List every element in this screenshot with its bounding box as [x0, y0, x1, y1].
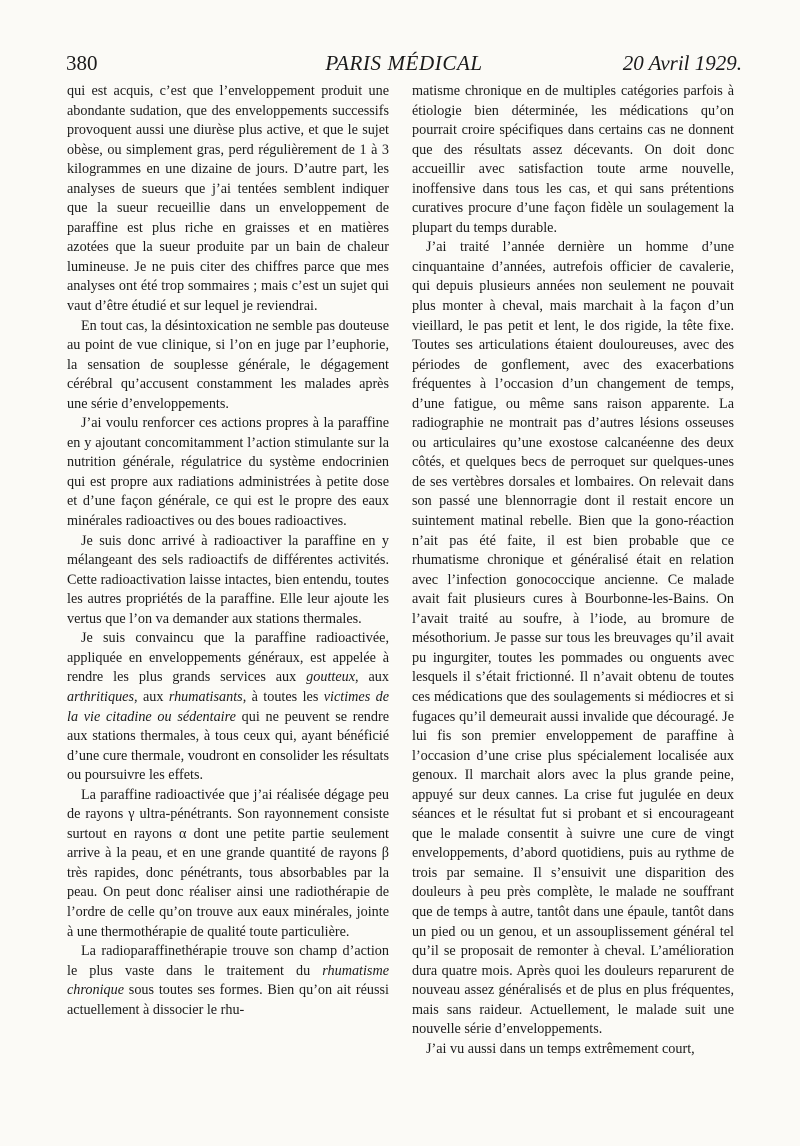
continued-paragraph: matisme chronique en de multiples catégories parfois à étiologie bien déterminée, les médications qu’on pourrait croire spécifiques dans certains cas ne donnent que des résultats assez décevants. On doit donc accueillir avec satisfaction toute arme nouvelle, inoffensive dans tous les cas, et qui sans prétentions curatives procure d’une façon fidèle un soulagement la plupart du temps durable.: [412, 83, 734, 236]
page-number: 380: [66, 51, 98, 75]
journal-title: PARIS MÉDICAL: [325, 51, 483, 75]
issue-date: 20 Avril 1929.: [622, 51, 742, 75]
paragraph: La radioparaffinethérapie trouve son champ d’action le plus vaste dans le traitement du rhumatisme chronique sous toutes ses formes. Bien qu’on ait réussi actuellement à dissocier le rhu-: [67, 943, 389, 1018]
paragraph: En tout cas, la désintoxication ne semble pas douteuse au point de vue clinique, si l’on en juge par l’euphorie, la sensation de souplesse générale, le dégagement cérébral qu’accusent constamment les malades après une série d’enveloppements.: [67, 317, 389, 412]
running-header: [66, 46, 742, 80]
right-column: [412, 82, 734, 1059]
left-column: [67, 82, 389, 1020]
paragraph: Je suis convaincu que la paraffine radioactivée, appliquée en enveloppements généraux, est appelée à rendre les plus grands services aux goutteux, aux arthritiques, aux rhumatisants, à toutes les victimes de la vie citadine ou sédentaire qui ne peuvent se rendre aux stations thermales, à tous ceux qui, ayant bénéficié d’une cure thermale, voudront en consolider les résultats ou poursuivre les effets.: [67, 630, 390, 784]
paragraph: J’ai vu aussi dans un temps extrêmement court,: [426, 1040, 695, 1057]
continued-paragraph: qui est acquis, c’est que l’enveloppement produit une abondante sudation, que des enveloppements successifs provoquent aussi une diurèse plus active, et que le sujet obèse, ou simplement gras, perd régulièrement de 1 à 3 kilogrammes en une dizaine de jours. D’autre part, les analyses de sueurs que j’ai tentées semblent indiquer que la sueur recueillie dans un enveloppement de paraffine est plus riche en graisses et en matières azotées que la sueur produite par un bain de chaleur lumineuse. Je ne puis citer des chiffres parce que mes analyses ont été trop sommaires ; mais c’est un sujet qui vaut d’être étudié et sur lequel je reviendrai.: [67, 83, 389, 315]
paragraph: La paraffine radioactivée que j’ai réalisée dégage peu de rayons γ ultra-pénétrants. Son rayonnement consiste surtout en rayons α dont une petite partie seulement arrive à la peau, et en une grande quantité de rayons β très rapides, donc pénétrants, tous absorbables par la peau. On peut donc réaliser ainsi une radiothérapie de l’ordre de celle qu’on trouve aux eaux minérales, jointe à une thermothérapie de qualité toute particulière.: [67, 786, 389, 940]
paragraph: J’ai voulu renforcer ces actions propres à la paraffine en y ajoutant concomitamment l’action stimulante sur la nutrition générale, régulatrice du système endocrinien qui est propre aux radiations administrées à petite dose et d’une façon générale, ce qui est le propre des eaux minérales radioactives ou des boues radioactives.: [67, 415, 389, 530]
paragraph: Je suis donc arrivé à radioactiver la paraffine en y mélangeant des sels radioactifs de différentes activités. Cette radioactivation laisse intactes, bien entendu, toutes les autres propriétés de la paraffine. Elle leur ajoute les vertus que l’on va demander aux stations thermales.: [67, 532, 389, 627]
paragraph: J’ai traité l’année dernière un homme d’une cinquantaine d’années, autrefois officier de cavalerie, qui depuis plusieurs années non seulement ne pouvait plus monter à cheval, mais marchait à la façon d’un vieillard, le pas petit et lent, le dos rigide, la tête fixe. Toutes ses articulations étaient douloureuses, avec des périodes de gonflement, avec des exacerbations fréquentes à l’occasion d’un changement de temps, d’une fatigue, ou même sans raison apparente. La radiographie ne montrait pas d’autres lésions osseuses ou articulaires qu’une exostose calcanéenne des deux côtés, et quelques becs de perroquet sur quelques-unes de ses vertèbres dorsales et lombaires. On relevait dans son passé une blennorragie dont il restait encore un suintement matinal rebelle. Bien que la gono-réaction n’ait pas été faite, il est bien probable que ce rhumatisme chronique et généralisé était en relation avec l’infection gonococcique ancienne. Ce malade avait fait plusieurs cures à Bourbonne-les-Bains. On l’avait traité au soufre, à l’iode, au bromure de mésothorium. Je passe sur tous les breuvages qu’il avait pu ingurgiter, toutes les pommades ou onguents avec lesquels il s’était frictionné. Il n’avait obtenu de toutes ces médications que des soulagements si médiocres et si fugaces qu’il demeurait aussi invalide que découragé. Je lui fis son premier enveloppement de paraffine à l’occasion d’une crise plus spécialement localisée aux genoux. Il marchait alors avec la plus grande peine, appuyé sur deux cannes. La crise fut jugulée en deux séances et le résultat fut si probant et si encourageant que le malade consentit à suivre une cure de vingt enveloppements, d’abord quotidiens, puis au rythme de trois par semaine. Il s’ensuivit une disparition des douleurs à peu près complète, le malade ne souffrant que de temps à autre, tantôt dans une épaule, tantôt dans un pied ou un genou, et un assouplissement général tel qu’il se proposait de remonter à cheval. L’amélioration dura quatre mois. Après quoi les douleurs reparurent de nouveau assez généralisés et de plus en plus fréquentes, mais sans raideur. Actuellement, le malade suit une nouvelle série d’enveloppements.: [412, 239, 734, 1038]
